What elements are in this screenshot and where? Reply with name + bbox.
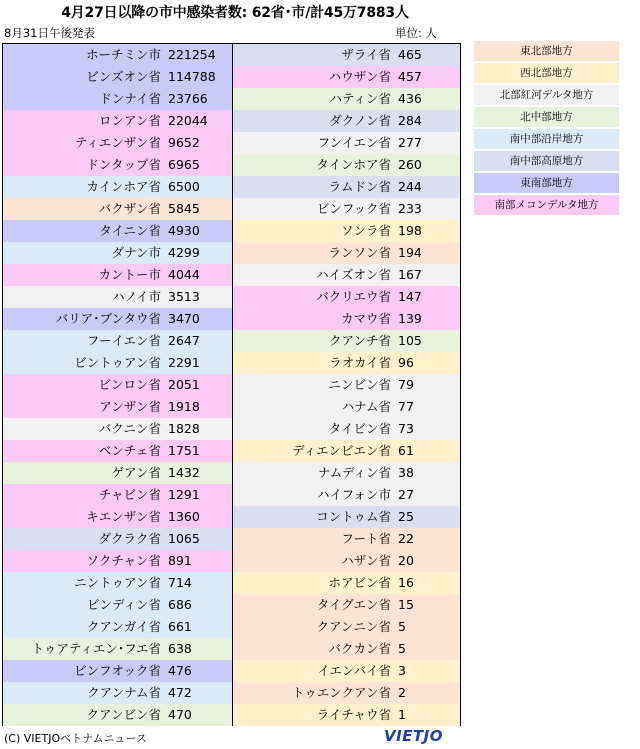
- case-count: 9652: [165, 132, 232, 154]
- table-row: [3, 594, 232, 616]
- table-row: [233, 638, 460, 660]
- province-name: カインホア省: [3, 176, 165, 198]
- case-count: 38: [395, 462, 460, 484]
- case-count: 277: [395, 132, 460, 154]
- province-name: ビンディン省: [3, 594, 165, 616]
- table-row: [233, 418, 460, 440]
- table-row: [233, 352, 460, 374]
- table-row: [3, 638, 232, 660]
- table-row: [3, 550, 232, 572]
- province-name: ニントゥアン省: [3, 572, 165, 594]
- table-row: [3, 462, 232, 484]
- case-count: 891: [165, 550, 232, 572]
- table-row: [3, 396, 232, 418]
- table-row: [233, 132, 460, 154]
- province-name: ライチャウ省: [233, 704, 395, 726]
- province-name: ダクラク省: [3, 528, 165, 550]
- province-name: ザライ省: [233, 44, 395, 66]
- table-row: [233, 66, 460, 88]
- province-name: クアンビン省: [3, 704, 165, 726]
- case-count: 476: [165, 660, 232, 682]
- case-count: 1432: [165, 462, 232, 484]
- table-row: [233, 484, 460, 506]
- province-name: コントゥム省: [233, 506, 395, 528]
- table-row: [3, 198, 232, 220]
- case-count: 147: [395, 286, 460, 308]
- province-name: ドンタップ省: [3, 154, 165, 176]
- case-count: 5: [395, 616, 460, 638]
- table-column-right: [233, 44, 460, 726]
- table-row: [233, 308, 460, 330]
- case-count: 1751: [165, 440, 232, 462]
- table-row: [233, 264, 460, 286]
- province-name: ビンフオック省: [3, 660, 165, 682]
- table-row: [233, 154, 460, 176]
- province-name: バリア･ブンタウ省: [3, 308, 165, 330]
- case-count: 1: [395, 704, 460, 726]
- table-row: [233, 198, 460, 220]
- case-count: 2: [395, 682, 460, 704]
- case-count: 73: [395, 418, 460, 440]
- case-count: 6500: [165, 176, 232, 198]
- table-row: [233, 176, 460, 198]
- table-row: [3, 374, 232, 396]
- table-row: [3, 484, 232, 506]
- case-count: 686: [165, 594, 232, 616]
- table-row: [233, 528, 460, 550]
- province-name: ロンアン省: [3, 110, 165, 132]
- case-count: 2647: [165, 330, 232, 352]
- table-row: [233, 286, 460, 308]
- case-count: 1918: [165, 396, 232, 418]
- vietjo-logo: VIETJO: [384, 727, 444, 745]
- case-count: 260: [395, 154, 460, 176]
- table-row: [233, 550, 460, 572]
- province-name: タインホア省: [233, 154, 395, 176]
- province-name: ビンフック省: [233, 198, 395, 220]
- province-name: バクニン省: [3, 418, 165, 440]
- case-count: 114788: [165, 66, 232, 88]
- table-row: [3, 110, 232, 132]
- table-row: [3, 418, 232, 440]
- province-name: ディエンビエン省: [233, 440, 395, 462]
- province-name: クアンチ省: [233, 330, 395, 352]
- province-name: ナムディン省: [233, 462, 395, 484]
- province-name: タイビン省: [233, 418, 395, 440]
- province-name: ランソン省: [233, 242, 395, 264]
- table-row: [233, 594, 460, 616]
- copyright-credit: (C) VIETJOベトナムニュース: [4, 732, 148, 745]
- case-count: 1065: [165, 528, 232, 550]
- table-row: [3, 528, 232, 550]
- province-name: フーイエン省: [3, 330, 165, 352]
- province-name: フンイエン省: [233, 132, 395, 154]
- table-row: [233, 440, 460, 462]
- province-name: ベンチェ省: [3, 440, 165, 462]
- table-column-left: [3, 44, 233, 725]
- table-row: [3, 66, 232, 88]
- case-count: 3: [395, 660, 460, 682]
- table-row: [233, 220, 460, 242]
- table-row: [3, 264, 232, 286]
- table-row: [3, 132, 232, 154]
- case-count: 2291: [165, 352, 232, 374]
- case-count: 79: [395, 374, 460, 396]
- province-name: ラムドン省: [233, 176, 395, 198]
- table-row: [233, 110, 460, 132]
- case-count: 77: [395, 396, 460, 418]
- case-count: 15: [395, 594, 460, 616]
- case-count: 1291: [165, 484, 232, 506]
- table-row: [3, 220, 232, 242]
- table-row: [3, 440, 232, 462]
- case-count: 638: [165, 638, 232, 660]
- case-count: 5845: [165, 198, 232, 220]
- table-row: [233, 506, 460, 528]
- province-name: ソンラ省: [233, 220, 395, 242]
- case-table: [2, 43, 461, 726]
- legend-item: 東南部地方: [474, 173, 619, 193]
- announcement-date: 8月31日午後発表: [4, 26, 95, 40]
- case-count: 198: [395, 220, 460, 242]
- legend-item: 北中部地方: [474, 107, 619, 127]
- table-row: [3, 704, 232, 726]
- province-name: ハイズオン省: [233, 264, 395, 286]
- case-count: 6965: [165, 154, 232, 176]
- case-count: 221254: [165, 44, 232, 66]
- table-row: [3, 616, 232, 638]
- case-count: 4299: [165, 242, 232, 264]
- case-count: 16: [395, 572, 460, 594]
- table-row: [3, 44, 232, 66]
- table-row: [233, 88, 460, 110]
- province-name: ハザン省: [233, 550, 395, 572]
- case-count: 1360: [165, 506, 232, 528]
- province-name: カマウ省: [233, 308, 395, 330]
- case-count: 436: [395, 88, 460, 110]
- province-name: ニンビン省: [233, 374, 395, 396]
- province-name: ホアビン省: [233, 572, 395, 594]
- province-name: ビンロン省: [3, 374, 165, 396]
- legend-item: 南中部高原地方: [474, 151, 619, 171]
- case-count: 233: [395, 198, 460, 220]
- province-name: バクカン省: [233, 638, 395, 660]
- table-row: [3, 88, 232, 110]
- table-row: [3, 242, 232, 264]
- case-count: 105: [395, 330, 460, 352]
- table-row: [3, 308, 232, 330]
- case-count: 27: [395, 484, 460, 506]
- legend-item: 南中部沿岸地方: [474, 129, 619, 149]
- table-row: [3, 682, 232, 704]
- unit-label: 単位: 人: [395, 26, 438, 40]
- table-row: [233, 572, 460, 594]
- table-row: [233, 44, 460, 66]
- case-count: 284: [395, 110, 460, 132]
- case-count: 20: [395, 550, 460, 572]
- province-name: カントー市: [3, 264, 165, 286]
- province-name: トゥエンクアン省: [233, 682, 395, 704]
- region-legend: [474, 41, 619, 217]
- province-name: ソクチャン省: [3, 550, 165, 572]
- province-name: クアンニン省: [233, 616, 395, 638]
- case-count: 5: [395, 638, 460, 660]
- province-name: ハティン省: [233, 88, 395, 110]
- case-count: 4930: [165, 220, 232, 242]
- table-row: [233, 242, 460, 264]
- case-count: 714: [165, 572, 232, 594]
- table-row: [3, 330, 232, 352]
- province-name: チャビン省: [3, 484, 165, 506]
- legend-item: 南部メコンデルタ地方: [474, 195, 619, 215]
- table-row: [3, 572, 232, 594]
- province-name: タイグエン省: [233, 594, 395, 616]
- province-name: キエンザン省: [3, 506, 165, 528]
- case-count: 22: [395, 528, 460, 550]
- province-name: ハウザン省: [233, 66, 395, 88]
- table-row: [233, 682, 460, 704]
- table-row: [233, 616, 460, 638]
- province-name: タイニン省: [3, 220, 165, 242]
- province-name: ホーチミン市: [3, 44, 165, 66]
- province-name: ゲアン省: [3, 462, 165, 484]
- province-name: ティエンザン省: [3, 132, 165, 154]
- table-row: [233, 374, 460, 396]
- table-row: [3, 176, 232, 198]
- province-name: ダナン市: [3, 242, 165, 264]
- case-count: 194: [395, 242, 460, 264]
- case-count: 167: [395, 264, 460, 286]
- case-count: 472: [165, 682, 232, 704]
- province-name: バクリエウ省: [233, 286, 395, 308]
- case-count: 4044: [165, 264, 232, 286]
- case-count: 25: [395, 506, 460, 528]
- case-count: 22044: [165, 110, 232, 132]
- table-row: [233, 330, 460, 352]
- case-count: 470: [165, 704, 232, 726]
- page-title: 4月27日以降の市中感染者数: 62省･市/計45万7883人: [61, 5, 409, 21]
- table-row: [3, 352, 232, 374]
- province-name: ラオカイ省: [233, 352, 395, 374]
- table-row: [3, 660, 232, 682]
- legend-item: 北部紅河デルタ地方: [474, 85, 619, 105]
- province-name: ビントゥアン省: [3, 352, 165, 374]
- province-name: ビンズオン省: [3, 66, 165, 88]
- table-row: [3, 154, 232, 176]
- province-name: ハイフォン市: [233, 484, 395, 506]
- legend-item: 東北部地方: [474, 41, 619, 61]
- case-count: 23766: [165, 88, 232, 110]
- province-name: イエンバイ省: [233, 660, 395, 682]
- table-row: [233, 704, 460, 726]
- case-count: 661: [165, 616, 232, 638]
- province-name: バクザン省: [3, 198, 165, 220]
- case-count: 139: [395, 308, 460, 330]
- table-row: [3, 506, 232, 528]
- case-count: 96: [395, 352, 460, 374]
- province-name: トゥアティエン･フエ省: [3, 638, 165, 660]
- case-count: 1828: [165, 418, 232, 440]
- case-count: 457: [395, 66, 460, 88]
- table-row: [3, 286, 232, 308]
- province-name: クアンガイ省: [3, 616, 165, 638]
- province-name: フート省: [233, 528, 395, 550]
- case-count: 3470: [165, 308, 232, 330]
- province-name: クアンナム省: [3, 682, 165, 704]
- table-row: [233, 660, 460, 682]
- case-count: 465: [395, 44, 460, 66]
- province-name: ハノイ市: [3, 286, 165, 308]
- table-row: [233, 396, 460, 418]
- case-count: 244: [395, 176, 460, 198]
- table-row: [233, 462, 460, 484]
- case-count: 3513: [165, 286, 232, 308]
- province-name: ダクノン省: [233, 110, 395, 132]
- case-count: 2051: [165, 374, 232, 396]
- case-count: 61: [395, 440, 460, 462]
- province-name: アンザン省: [3, 396, 165, 418]
- province-name: ドンナイ省: [3, 88, 165, 110]
- legend-item: 西北部地方: [474, 63, 619, 83]
- province-name: ハナム省: [233, 396, 395, 418]
